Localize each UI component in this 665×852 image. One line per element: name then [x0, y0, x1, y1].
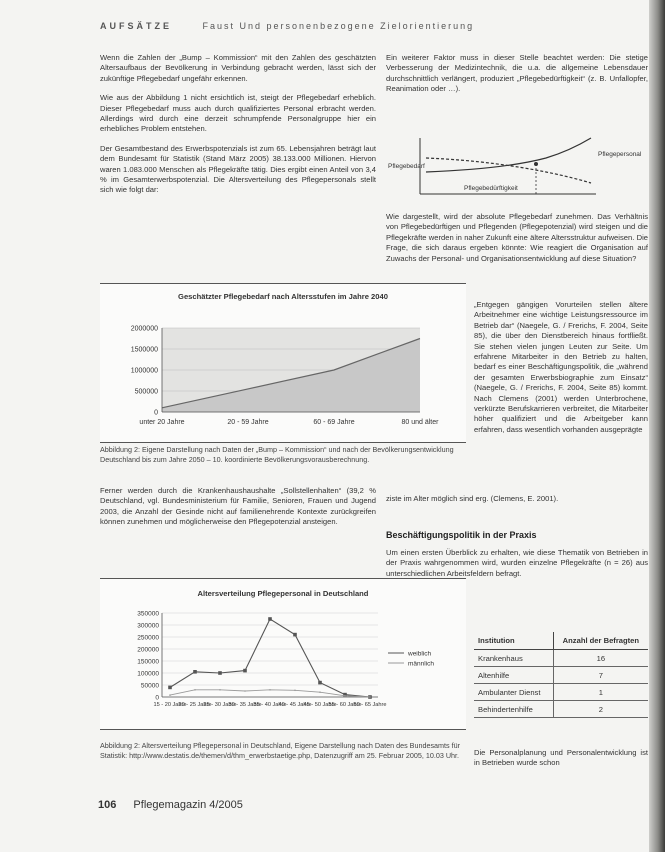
header-subtitle: Faust Und personenbezogene Zielorientierung [202, 21, 475, 31]
chart-title: Altersverteilung Pflegepersonal in Deutschland [197, 589, 369, 598]
x-tick-label: 30 - 35 Jahre [228, 702, 262, 708]
x-tick-label: 40 - 45 Jahre [278, 702, 312, 708]
y-tick-label: 1000000 [130, 367, 158, 375]
paragraph: Wenn die Zahlen der „Bump – Kommission“ mit den Zahlen des geschätzten Altersaufbaus der Bevölkerung in Verbindung gebracht werden, lässt sich der zukünftige Pflegebedarf ungefähr erkennen. [100, 53, 376, 83]
y-tick-label: 200000 [137, 646, 159, 654]
data-point [269, 689, 271, 691]
data-point [344, 695, 346, 697]
x-tick-label: unter 20 Jahre [139, 419, 185, 426]
chart-title: Geschätzter Pflegebedarf nach Altersstufen im Jahre 2040 [178, 292, 388, 301]
table-row [474, 667, 648, 684]
page-footer [98, 799, 243, 811]
y-tick-label: 50000 [140, 682, 159, 690]
data-point [169, 694, 171, 696]
data-point [244, 690, 246, 692]
table-row [474, 684, 648, 701]
y-tick-label: 150000 [137, 658, 159, 666]
journal-name: Pflegemagazin 4/2005 [133, 799, 243, 811]
table-cell: Behindertenhilfe [474, 701, 553, 718]
table-cell: Krankenhaus [474, 650, 553, 667]
series-line-männlich [170, 690, 370, 697]
pflegebedarf-diagram [386, 128, 648, 200]
book-spine-shadow [649, 0, 665, 852]
paragraph: Ferner werden durch die Krankenhaushaushalte „Sollstellenhalten“ (39,2 % Deutschland, vgl. Bundesministerium für Familie, Senioren, Frauen und Jugend 2003, die Anzahl der Gesinde nicht auf familienehrende Kontexte zurückgreifen können zunehmen und möglicherweise den Pflegepotenzial ansteigen. [100, 486, 376, 527]
x-tick-label: 80 und älter [401, 419, 439, 426]
left-column-mid [100, 486, 376, 537]
table-header-row [474, 632, 648, 650]
x-tick-label: 20 - 25 Jahre [178, 702, 212, 708]
paragraph: Ein weiterer Faktor muss in dieser Stelle beachtet werden: Die stetige Verbesserung der Medizintechnik, die u.a. die allgemeine Lebensdauer durchschnittlich verlängert, produziert „Pflegebedürftigkeit“ (z. B. Unfallopfer, Reanimation oder …). [386, 53, 648, 94]
table-cell: 1 [553, 684, 648, 701]
data-point [369, 696, 371, 698]
table-row [474, 650, 648, 667]
paragraph: ziste im Alter möglich sind erg. (Clemens, E. 2001). [386, 494, 559, 503]
paragraph: Der Gesamtbestand des Erwerbspotenzials ist zum 65. Lebensjahren beträgt laut dem Bundesamt für Statistik (Stand März 2005) 38.133.000 Millionen. Hiervon waren 1.083.000 Menschen als Pflegekräfte tätig. Dies ergibt einen Anteil von 3,4 % im Gesamterwerbspotenzial. Die Altersverteilung des Pflegepersonals stellt sich wie folgt dar: [100, 143, 376, 195]
x-tick-label: 20 - 59 Jahre [227, 419, 269, 426]
paragraph: Wie aus der Abbildung 1 nicht ersichtlich ist, steigt der Pflegebedarf erheblich. Dieser Pflegebedarf muss auch durch qualifiziertes Personal erbracht werden. Allerdings wird durch eine derzeit schrumpfende Personalgruppe hier ein erhebliches Problem entstehen. [100, 93, 376, 134]
y-tick-label: 0 [154, 409, 158, 417]
data-point [318, 681, 322, 685]
x-tick-label: 60 - 65 Jahre [353, 702, 387, 708]
table-cell: Altenhilfe [474, 667, 553, 684]
right-column-bottom [474, 748, 648, 778]
table-cell: Ambulanter Dienst [474, 684, 553, 701]
y-tick-label: 0 [155, 694, 159, 702]
series-line-weiblich [170, 619, 370, 697]
paragraph: „Entgegen gängigen Vorurteilen stellen ältere Arbeitnehmer eine wichtige Leistungsressource im Betrieb dar“ (Naegele, G. / Frerichs, F. 2004, Seite 85), die über den Dienstbereich hinaus fortfließt. Sie stehen vielen jungen Leuten zur Seite. Um erfahrene Mitarbeiter in den Betrieb zu halten, bedarf es einer Beschäftigungspolitik, die „während der gesamten Erwerbsbiographie zum Einsatz“ (Naegele, G. / Frerichs, F. 2004, Seite 85) kommt. Nach Clemens (2001) werden Unterbrochene, verkürzte Berufskarrieren verbreitet, die Mitarbeiter höher qualifiziert und die Arbeitgeber kann erfahren, dass wesentlich vorhanden ausgeprägte [474, 300, 648, 434]
table-cell: 16 [553, 650, 648, 667]
x-tick-label: 55 - 60 Jahre [328, 702, 362, 708]
paragraph: Die Personalplanung und Personalentwicklung ist in Betrieben wurde schon [474, 748, 648, 768]
column-header: Anzahl der Befragten [553, 632, 648, 650]
x-tick-label: 25 - 30 Jahre [203, 702, 237, 708]
diagram-curve-up [426, 138, 591, 172]
y-tick-label: 500000 [134, 388, 158, 396]
y-tick-label: 300000 [137, 622, 159, 630]
data-point [294, 689, 296, 691]
y-tick-label: 250000 [137, 634, 159, 642]
diagram-label-left: Pflegebedarf [388, 163, 425, 170]
column-header: Institution [474, 632, 553, 650]
x-tick-label: 45 - 50 Jahre [303, 702, 337, 708]
section-label: AUFSÄTZE [100, 21, 172, 31]
section-heading: Beschäftigungspolitik in der Praxis [386, 530, 537, 540]
data-point [218, 671, 222, 675]
diagram-label-bottom: Pflegebedürftigkeit [464, 185, 518, 192]
data-point [193, 670, 197, 674]
left-column-top [100, 53, 376, 205]
data-point [293, 633, 297, 637]
data-point [194, 689, 196, 691]
survey-table [474, 632, 648, 718]
chart-altersverteilung-box [100, 578, 466, 730]
table-cell: 2 [553, 701, 648, 718]
chart-altersverteilung [100, 579, 466, 729]
legend-label: weiblich [408, 650, 432, 658]
y-tick-label: 350000 [137, 610, 159, 618]
table-row [474, 701, 648, 718]
paragraph: Um einen ersten Überblick zu erhalten, wie diese Thematik von Betrieben in der Praxis wahrgenommen wird, wurden einzelne Pflegekräfte (n = 26) aus unterschiedlichen Arbeitsfeldern befragt. [386, 548, 648, 578]
y-tick-label: 2000000 [130, 325, 158, 333]
diagram-label-right: Pflegepersonal [598, 151, 642, 158]
right-column-top [386, 53, 648, 104]
table-cell: 7 [553, 667, 648, 684]
page-number: 106 [98, 799, 117, 811]
x-tick-label: 60 - 69 Jahre [313, 419, 355, 426]
y-tick-label: 1500000 [130, 346, 158, 354]
paragraph: Wie dargestellt, wird der absolute Pflegebedarf zunehmen. Das Verhältnis von Pflegebedürftigen und Pflegenden (Pflegepotenzial) wird steigen und die Pflegekräfte werden in naher Zukunft eine ältere Altersstruktur aufweisen. Die Frage, die sich daraus ergeben könnte: Wie reagiert die Organisation auf Zuwachs der Personal- und Organisationsentwicklung auf diese Situation? [386, 212, 648, 263]
right-column-line [386, 494, 648, 513]
x-tick-label: 35 - 40 Jahre [253, 702, 287, 708]
chart-pflegebedarf [100, 284, 466, 442]
right-column-narrow [474, 300, 648, 444]
data-point [219, 689, 221, 691]
data-point [319, 691, 321, 693]
caption-figure-2: Abbildung 2: Altersverteilung Pflegepersonal in Deutschland, Eigene Darstellung nach Daten des Bundesamts für Statistik: http://www.destatis.de/themen/d/thm_erwerbstaetige.php, Datenzugriff am 25. Februar 2005, 10.03 Uhr. [100, 741, 460, 760]
data-point [168, 686, 172, 690]
caption-figure-1: Abbildung 2: Eigene Darstellung nach Daten der „Bump – Kommission“ und nach der Bevölkerungsentwicklung Deutschland bis zum Jahre 2050 – 10. koordinierte Bevölkerungsvorausberechnung. [100, 445, 454, 464]
chart-pflegebedarf-box [100, 283, 466, 443]
data-point [243, 669, 247, 673]
right-column-mid [386, 212, 648, 273]
y-tick-label: 100000 [137, 670, 159, 678]
legend-label: männlich [408, 660, 435, 668]
running-header [100, 21, 474, 31]
x-tick-label: 15 - 20 Jahre [153, 702, 187, 708]
data-point [268, 617, 272, 621]
